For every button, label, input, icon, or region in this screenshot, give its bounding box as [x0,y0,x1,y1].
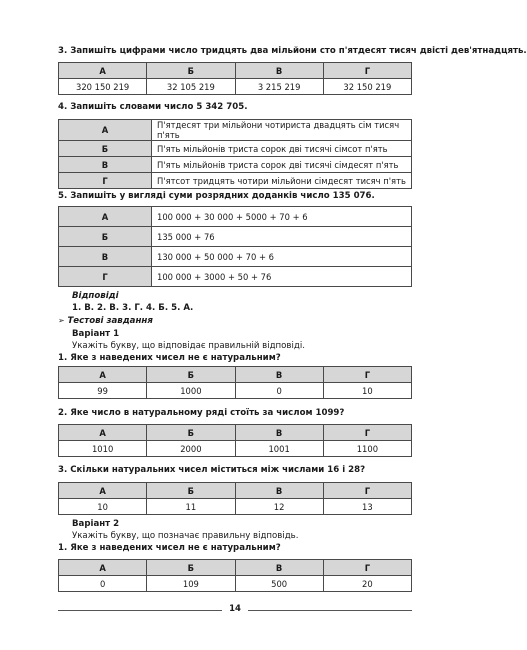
question-4-text: 4. Запишіть словами число 5 342 705. [58,102,248,112]
answers-title: Відповіді [72,291,119,301]
header-a: А [59,367,147,383]
test-3-table [58,482,412,515]
option-b-label: Б [59,141,152,157]
option-a-value: П'ятдесят три мільйони чотириста двадцять сім тисяч п'ять [152,120,412,141]
variant-1-title: Варіант 1 [72,329,120,339]
option-v-label: В [59,247,152,267]
option-v-value: 500 [235,576,323,592]
header-v: В [235,367,323,383]
option-g-value: П'ятсот тридцять чотири мільйони сімдесят тисяч п'ять [152,173,412,189]
question-5-text: 5. Запишіть у вигляді суми розрядних доданків число 135 076. [58,191,375,201]
option-a-value: 320 150 219 [59,79,147,95]
option-g-label: Г [59,173,152,189]
header-v: В [235,560,323,576]
option-b-label: Б [59,227,152,247]
question-3-table [58,62,412,95]
test-2-question: 2. Яке число в натуральному ряді стоїть за числом 1099? [58,408,345,418]
option-a-value: 1010 [59,441,147,457]
footer-line-right [248,610,412,611]
option-g-label: Г [59,267,152,287]
option-b-value: 11 [147,499,235,515]
option-a-value: 0 [59,576,147,592]
option-v-value: 0 [235,383,323,399]
option-v-value: 3 215 219 [235,79,323,95]
footer-line-left [58,610,222,611]
test-1-question: 1. Яке з наведених чисел не є натуральним? [58,353,281,363]
test-2-table [58,424,412,457]
header-g: Г [323,367,411,383]
option-v-label: В [59,157,152,173]
option-b-value: 32 105 219 [147,79,235,95]
option-g-value: 13 [323,499,411,515]
question-3-text: 3. Запишіть цифрами число тридцять два мільйони сто п'ятдесят тисяч двісті дев'ятнадцять. [58,46,527,56]
header-v: В [235,63,323,79]
option-g-value: 20 [323,576,411,592]
option-b-value: П'ять мільйонів триста сорок дві тисячі сімсот п'ять [152,141,412,157]
header-a: А [59,425,147,441]
question-4-table [58,119,412,189]
header-b: Б [147,367,235,383]
option-b-value: 2000 [147,441,235,457]
option-g-value: 10 [323,383,411,399]
tests-heading [58,316,153,326]
option-b-value: 1000 [147,383,235,399]
header-b: Б [147,63,235,79]
header-b: Б [147,560,235,576]
variant-2-test-1-table [58,559,412,592]
option-a-label: А [59,120,152,141]
option-g-value: 32 150 219 [323,79,411,95]
option-a-value: 10 [59,499,147,515]
variant-2-title: Варіант 2 [72,519,120,529]
test-3-question: 3. Скільки натуральних чисел міститься між числами 16 і 28? [58,465,366,475]
option-a-value: 99 [59,383,147,399]
option-v-value: 130 000 + 50 000 + 70 + 6 [152,247,412,267]
test-1-table [58,366,412,399]
header-a: А [59,560,147,576]
option-b-value: 109 [147,576,235,592]
option-g-value: 1100 [323,441,411,457]
header-b: Б [147,483,235,499]
option-v-value: 12 [235,499,323,515]
header-a: А [59,483,147,499]
option-g-value: 100 000 + 3000 + 50 + 76 [152,267,412,287]
header-a: А [59,63,147,79]
header-g: Г [323,560,411,576]
variant-2-instruction: Укажіть букву, що позначає правильну відповідь. [72,531,299,541]
arrow-icon: ➢ [58,316,65,325]
tests-title: Тестові завдання [67,316,153,326]
answers-text: 1. В. 2. В. 3. Г. 4. Б. 5. А. [72,303,194,313]
question-5-table [58,206,412,287]
option-v-value: 1001 [235,441,323,457]
option-a-label: А [59,207,152,227]
header-g: Г [323,425,411,441]
page-number: 14 [226,604,244,614]
option-a-value: 100 000 + 30 000 + 5000 + 70 + 6 [152,207,412,227]
header-b: Б [147,425,235,441]
option-v-value: П'ять мільйонів триста сорок дві тисячі сімдесят п'ять [152,157,412,173]
header-v: В [235,425,323,441]
header-g: Г [323,483,411,499]
variant-2-test-1-question: 1. Яке з наведених чисел не є натуральним? [58,543,281,553]
variant-1-instruction: Укажіть букву, що відповідає правильній відповіді. [72,341,305,351]
header-v: В [235,483,323,499]
option-b-value: 135 000 + 76 [152,227,412,247]
header-g: Г [323,63,411,79]
